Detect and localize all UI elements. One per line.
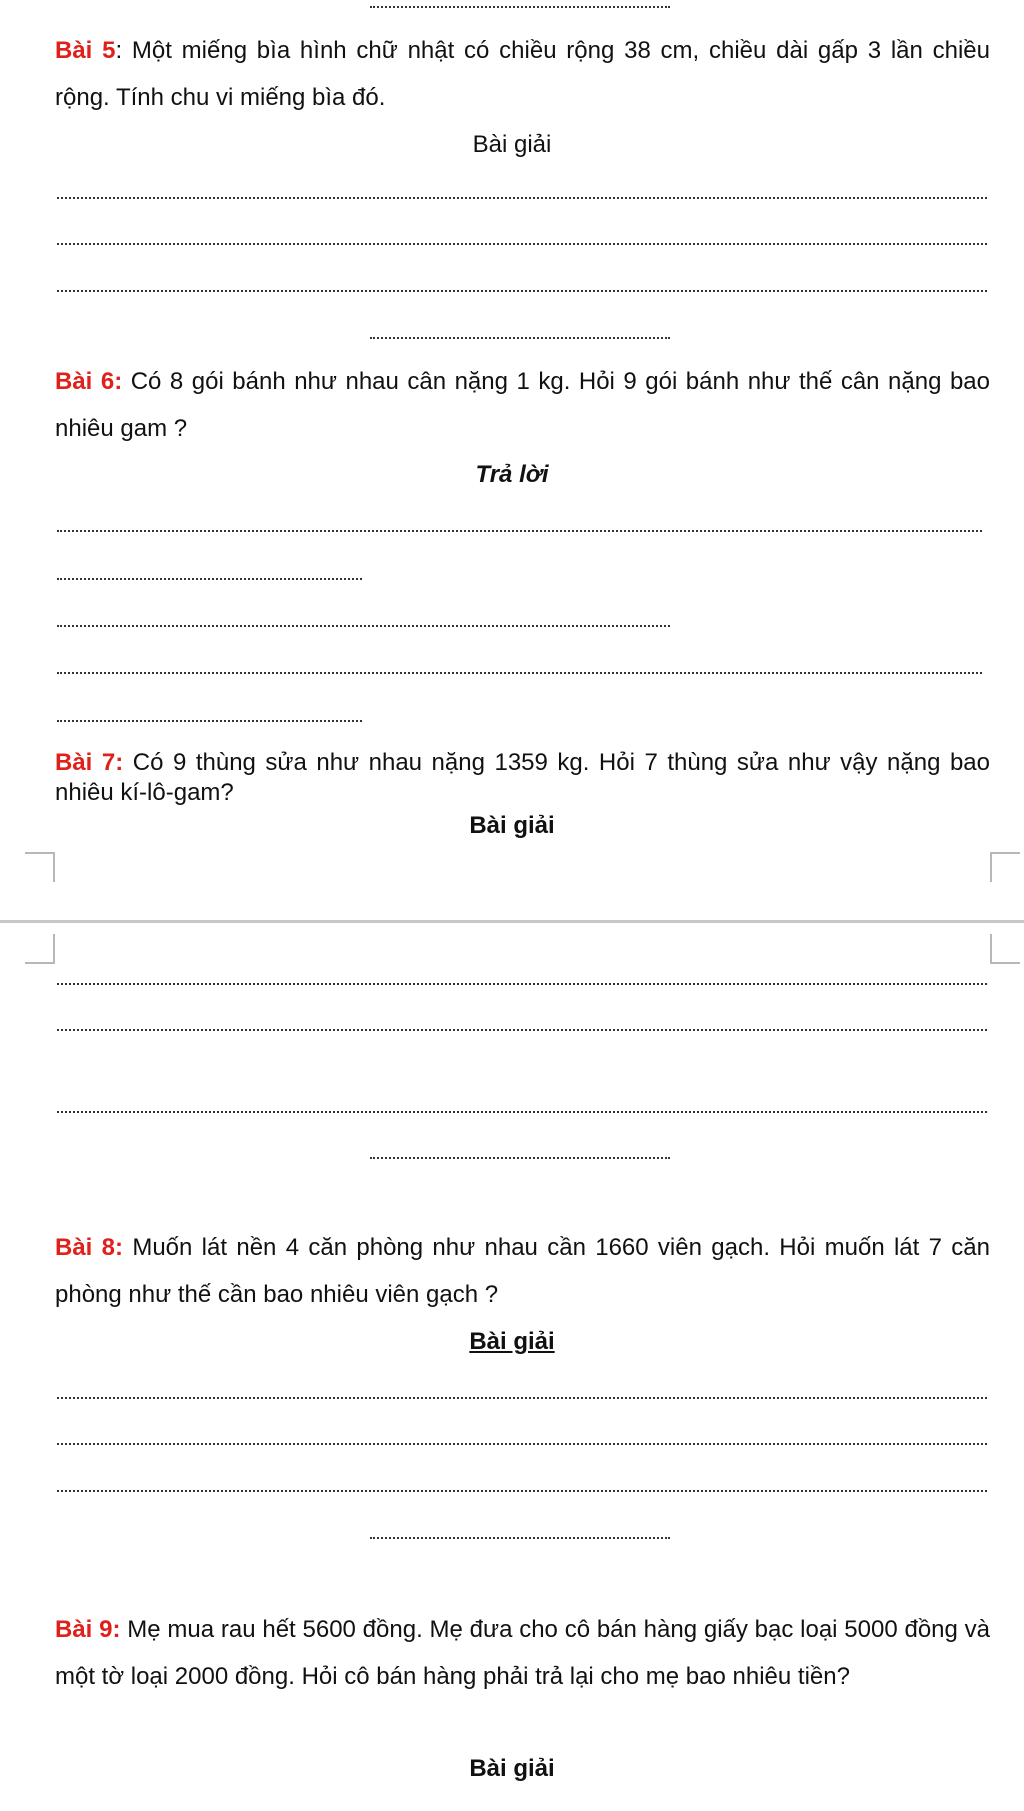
- answer-line: [57, 530, 982, 532]
- answer-line: [57, 290, 987, 292]
- crop-mark: [990, 852, 1020, 882]
- problem-8-label: Bài 8:: [55, 1234, 124, 1261]
- answer-line: [57, 243, 987, 245]
- problem-7-text: Có 9 thùng sửa như nhau nặng 1359 kg. Hỏi 7 thùng sửa như vậy nặng bao nhiêu kí-lô-gam?: [55, 749, 990, 806]
- problem-9-text: Mẹ mua rau hết 5600 đồng. Mẹ đưa cho cô bán hàng giấy bạc loại 5000 đồng và một tờ loại 2000 đồng. Hỏi cô bán hàng phải trả lại cho mẹ bao nhiêu tiền?: [55, 1616, 991, 1690]
- problem-5: [55, 27, 990, 121]
- problem-9-heading: Bài giải: [469, 1755, 555, 1782]
- answer-line: [57, 625, 670, 627]
- problem-8-heading: Bài giải: [469, 1328, 555, 1355]
- problem-8-text: Muốn lát nền 4 căn phòng như nhau cần 1660 viên gạch. Hỏi muốn lát 7 căn phòng như thế cần bao nhiêu viên gạch ?: [55, 1234, 991, 1308]
- answer-line: [370, 6, 670, 8]
- problem-6-heading: Trả lời: [475, 461, 549, 488]
- answer-line: [57, 197, 987, 199]
- answer-line: [57, 720, 362, 722]
- answer-line: [57, 1490, 987, 1492]
- answer-line: [57, 1111, 987, 1113]
- answer-line: [57, 1443, 987, 1445]
- problem-5-label: Bài 5: [55, 37, 116, 64]
- answer-line: [57, 578, 362, 580]
- answer-line: [370, 337, 670, 339]
- problem-6-label: Bài 6:: [55, 368, 123, 395]
- answer-line: [370, 1537, 670, 1539]
- problem-9: [55, 1606, 990, 1700]
- problem-7-heading: Bài giải: [469, 812, 555, 839]
- answer-line: [57, 983, 987, 985]
- crop-mark: [990, 934, 1020, 964]
- page-separator: [0, 920, 1024, 923]
- problem-5-text: : Một miếng bìa hình chữ nhật có chiều rộng 38 cm, chiều dài gấp 3 lần chiều rộng. Tính chu vi miếng bìa đó.: [55, 37, 990, 111]
- crop-mark: [25, 934, 55, 964]
- problem-6-text: Có 8 gói bánh như nhau cân nặng 1 kg. Hỏi 9 gói bánh như thế cân nặng bao nhiêu gam ?: [55, 368, 990, 442]
- answer-line: [57, 672, 982, 674]
- crop-mark: [25, 852, 55, 882]
- answer-line: [57, 1029, 987, 1031]
- problem-7-label: Bài 7:: [55, 749, 124, 776]
- problem-8: [55, 1224, 990, 1318]
- answer-line: [370, 1157, 670, 1159]
- problem-9-label: Bài 9:: [55, 1616, 121, 1643]
- answer-line: [57, 1397, 987, 1399]
- problem-5-heading: Bài giải: [472, 131, 552, 158]
- problem-7: [55, 748, 990, 808]
- problem-6: [55, 358, 990, 452]
